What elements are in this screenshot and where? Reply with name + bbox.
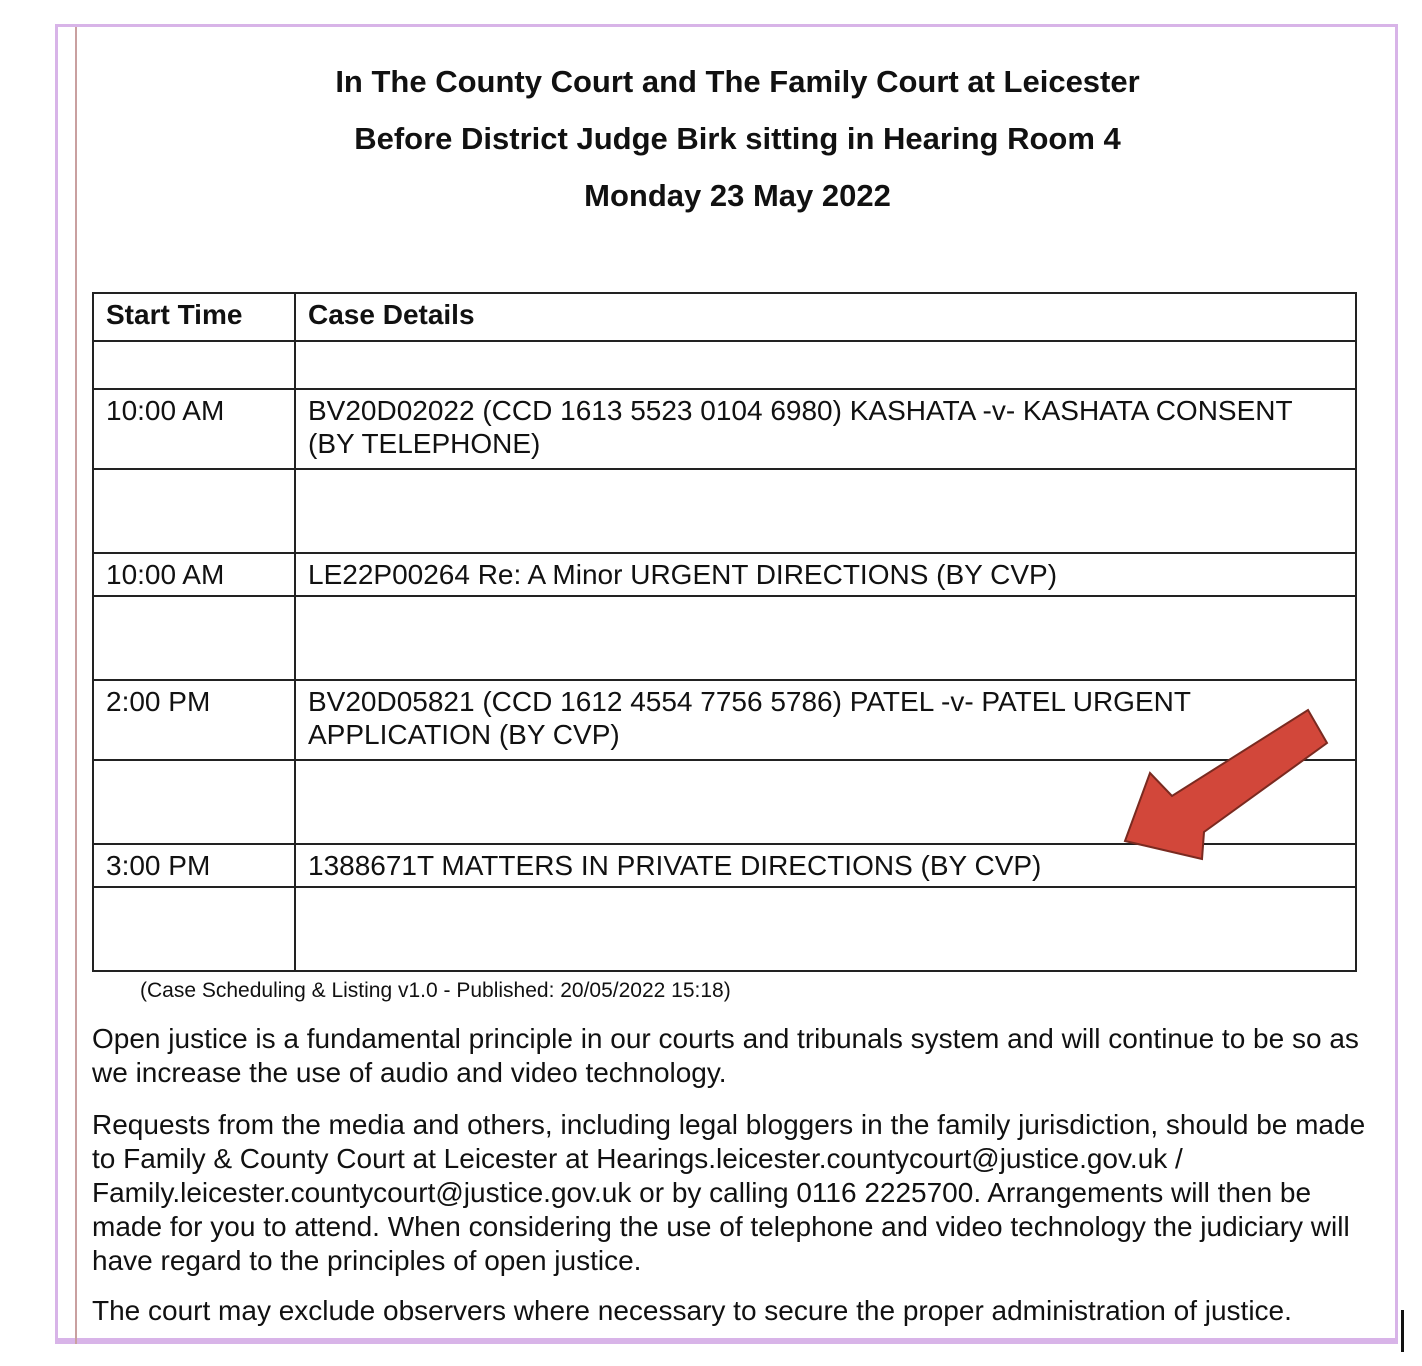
case-time: 2:00 PM: [93, 680, 295, 760]
case-details: LE22P00264 Re: A Minor URGENT DIRECTIONS (BY CVP): [295, 553, 1356, 596]
media-requests-paragraph: Requests from the media and others, including legal bloggers in the family jurisdiction, should be made to Family & County Court at Leicester at Hearings.leicester.countycourt@justice.gov.uk / Family.leicester.countycourt@justice.gov.uk or by calling 0116 2225700. Arrangements will then be made for you to attend. When considering the use of telephone and video technology the judiciary will have regard to the principles of open justice.: [92, 1109, 1366, 1276]
table-row: [93, 389, 1356, 469]
table-row-empty: [93, 341, 1356, 389]
court-title: In The County Court and The Family Court at Leicester: [335, 64, 1140, 99]
case-details-header: Case Details: [295, 293, 1356, 341]
table-row: [93, 553, 1356, 596]
table-row-empty: [93, 596, 1356, 680]
case-time: 10:00 AM: [93, 553, 295, 596]
hearing-date: Monday 23 May 2022: [584, 178, 891, 213]
case-details: 1388671T MATTERS IN PRIVATE DIRECTIONS (BY CVP): [295, 844, 1356, 887]
page-margin-line: [75, 27, 77, 1344]
table-row-empty: [93, 469, 1356, 553]
case-time: 3:00 PM: [93, 844, 295, 887]
red-arrow-icon: [1120, 705, 1335, 865]
case-details: BV20D05821 (CCD 1612 4554 7756 5786) PATEL -v- PATEL URGENT APPLICATION (BY CVP): [295, 680, 1356, 760]
exclusion-paragraph: The court may exclude observers where necessary to secure the proper administration of justice.: [92, 1295, 1292, 1326]
start-time-header: Start Time: [93, 293, 295, 341]
publication-footnote: (Case Scheduling & Listing v1.0 - Published: 20/05/2022 15:18): [140, 979, 731, 1002]
schedule-table: [92, 292, 1357, 972]
table-row-empty: [93, 887, 1356, 971]
open-justice-paragraph: Open justice is a fundamental principle in our courts and tribunals system and will continue to be so as we increase the use of audio and video technology.: [92, 1023, 1359, 1088]
case-details: BV20D02022 (CCD 1613 5523 0104 6980) KASHATA -v- KASHATA CONSENT (BY TELEPHONE): [295, 389, 1356, 469]
table-header-row: [93, 293, 1356, 341]
case-time: 10:00 AM: [93, 389, 295, 469]
judge-line: Before District Judge Birk sitting in Hearing Room 4: [354, 121, 1121, 156]
text-cursor: [1401, 1310, 1404, 1352]
